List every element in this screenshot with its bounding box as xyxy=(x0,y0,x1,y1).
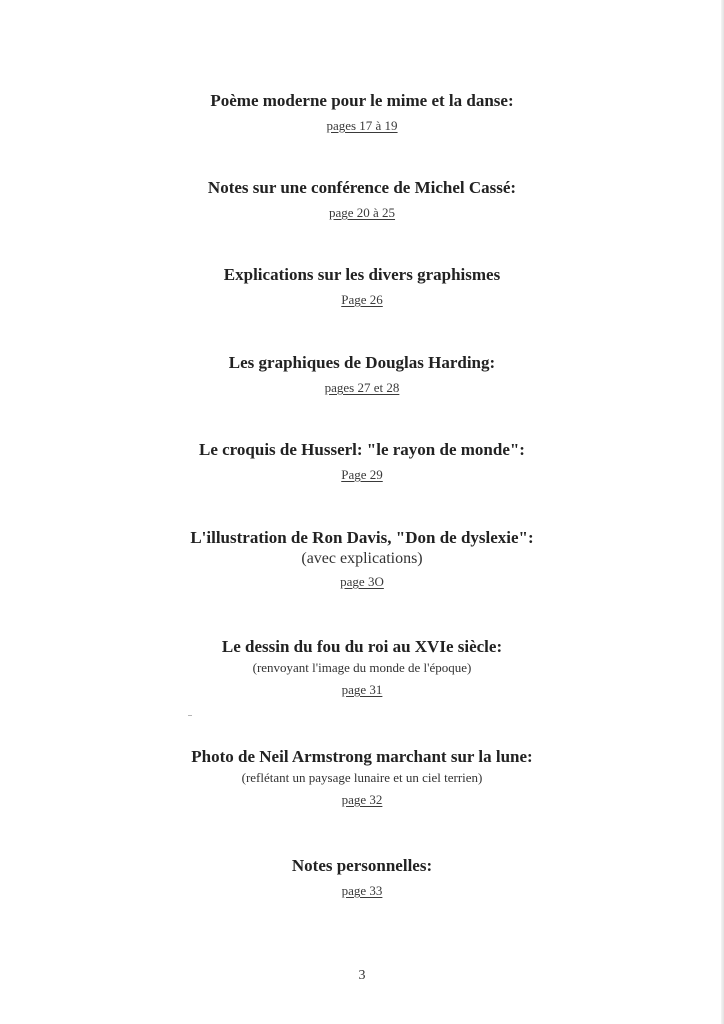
toc-entry-michel-casse xyxy=(0,178,724,222)
toc-entry-page-link[interactable]: page 31 xyxy=(341,682,383,697)
toc-entry-title: Le croquis de Husserl: "le rayon de monde": xyxy=(199,440,525,459)
toc-entry-subtitle: (renvoyant l'image du monde de l'époque) xyxy=(252,660,472,675)
toc-entry-husserl xyxy=(0,440,724,484)
toc-entry-title: Les graphiques de Douglas Harding: xyxy=(228,353,496,372)
toc-entry-mime-danse xyxy=(0,91,724,135)
toc-entry-fou-du-roi xyxy=(0,637,724,699)
toc-entry-page-link[interactable]: page 32 xyxy=(341,792,383,807)
toc-entry-notes-personnelles xyxy=(0,856,724,900)
page-number: 3 xyxy=(358,968,366,983)
toc-entry-title: Explications sur les divers graphismes xyxy=(223,265,501,284)
toc-entry-subtitle: (reflétant un paysage lunaire et un ciel terrien) xyxy=(241,770,483,785)
toc-entry-page-link[interactable]: page 33 xyxy=(341,883,383,898)
toc-entry-page-link[interactable]: pages 27 et 28 xyxy=(324,380,400,395)
toc-entry-graphismes xyxy=(0,265,724,309)
toc-entry-subtitle: (avec explications) xyxy=(301,550,423,567)
toc-entry-ron-davis xyxy=(0,528,724,591)
toc-entry-page-link[interactable]: page 20 à 25 xyxy=(328,205,396,220)
toc-entry-page-link[interactable]: Page 26 xyxy=(341,292,383,307)
toc-entry-page-link[interactable]: page 3O xyxy=(340,574,384,589)
toc-entry-title: Notes sur une conférence de Michel Cassé: xyxy=(207,178,517,197)
toc-entry-title: Photo de Neil Armstrong marchant sur la lune: xyxy=(191,747,533,766)
toc-entry-title: Poème moderne pour le mime et la danse: xyxy=(210,91,514,110)
toc-entry-page-link[interactable]: Page 29 xyxy=(341,467,383,482)
toc-entry-title: L'illustration de Ron Davis, "Don de dyslexie": xyxy=(190,528,534,547)
toc-entry-title: Notes personnelles: xyxy=(291,856,433,875)
toc-entry-neil-armstrong xyxy=(0,747,724,809)
scan-speck xyxy=(188,715,192,716)
toc-entry-title: Le dessin du fou du roi au XVIe siècle: xyxy=(221,637,503,656)
toc-entry-page-link[interactable]: pages 17 à 19 xyxy=(326,118,398,133)
toc-entry-douglas-harding xyxy=(0,353,724,397)
